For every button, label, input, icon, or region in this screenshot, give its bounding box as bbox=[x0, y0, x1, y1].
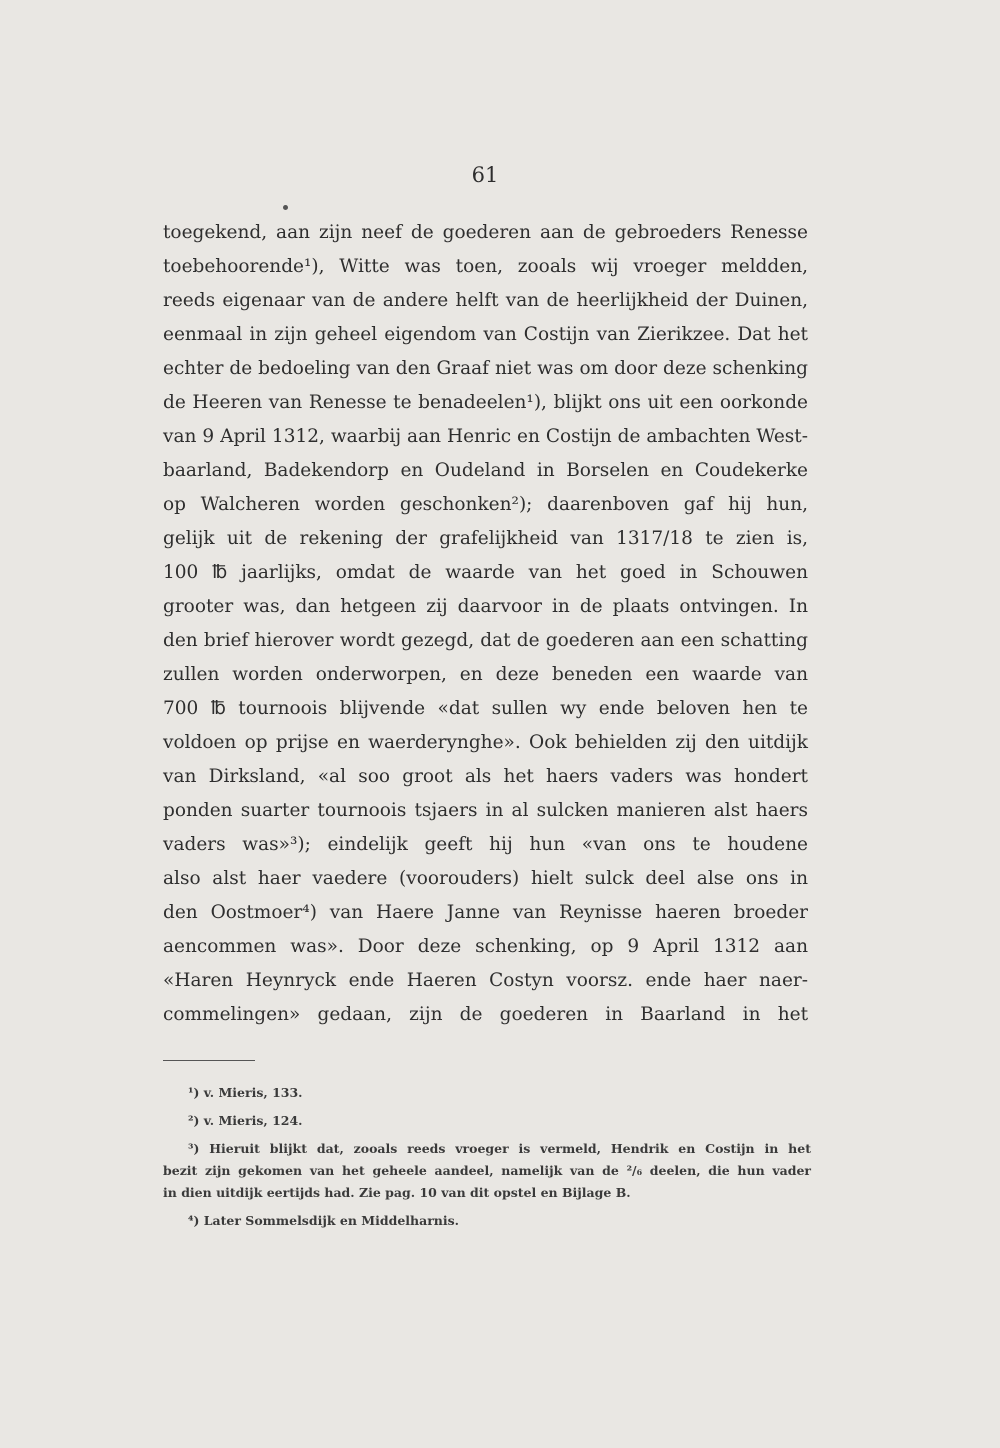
text-line: van Dirksland, «al soo groot als het haers vaders was hondert bbox=[163, 766, 808, 787]
text-line: baarland, Badekendorp en Oudeland in Borselen en Coudekerke bbox=[163, 460, 808, 481]
text-line: den brief hierover wordt gezegd, dat de goederen aan een schatting bbox=[163, 630, 808, 651]
ink-speck bbox=[283, 205, 288, 210]
body-text bbox=[163, 216, 808, 1032]
footnote-2: ²) v. Mieris, 124. bbox=[188, 1113, 303, 1128]
text-line: de Heeren van Renesse te benadeelen¹), blijkt ons uit een oorkonde bbox=[163, 392, 808, 413]
footnote-divider bbox=[163, 1060, 255, 1061]
text-line: den Oostmoer⁴) van Haere Janne van Reynisse haeren broeder bbox=[163, 902, 808, 923]
footnotes bbox=[163, 1082, 811, 1232]
page-number: 61 bbox=[471, 163, 499, 187]
text-line: eenmaal in zijn geheel eigendom van Costijn van Zierikzee. Dat het bbox=[163, 324, 808, 345]
text-line: ponden suarter tournoois tsjaers in al sulcken manieren alst haers bbox=[163, 800, 808, 821]
text-line: toebehoorende¹), Witte was toen, zooals wij vroeger meldden, bbox=[163, 256, 808, 277]
text-line: vaders was»³); eindelijk geeft hij hun «van ons te houdene bbox=[163, 834, 808, 855]
text-line: also alst haer vaedere (voorouders) hielt sulck deel alse ons in bbox=[163, 868, 808, 889]
text-line: van 9 April 1312, waarbij aan Henric en Costijn de ambachten West- bbox=[163, 426, 808, 447]
text-line: aencommen was». Door deze schenking, op 9 April 1312 aan bbox=[163, 936, 808, 957]
text-line: toegekend, aan zijn neef de goederen aan de gebroeders Renesse bbox=[163, 222, 808, 243]
text-line: 700 ℔ tournoois blijvende «dat sullen wy ende beloven hen te bbox=[163, 698, 808, 719]
text-line: zullen worden onderworpen, en deze beneden een waarde van bbox=[163, 664, 808, 685]
footnote-3-line: in dien uitdijk eertijds had. Zie pag. 10 van dit opstel en Bijlage B. bbox=[163, 1185, 631, 1200]
text-line: reeds eigenaar van de andere helft van de heerlijkheid der Duinen, bbox=[163, 290, 808, 311]
text-line: echter de bedoeling van den Graaf niet was om door deze schenking bbox=[163, 358, 808, 379]
text-line: «Haren Heynryck ende Haeren Costyn voorsz. ende haer naer- bbox=[163, 970, 808, 991]
footnote-3-line: bezit zijn gekomen van het geheele aandeel, namelijk van de ²/₆ deelen, die hun vader bbox=[163, 1163, 811, 1178]
text-line: op Walcheren worden geschonken²); daarenboven gaf hij hun, bbox=[163, 494, 808, 515]
footnote-1: ¹) v. Mieris, 133. bbox=[188, 1085, 303, 1100]
text-line: voldoen op prijse en waerderynghe». Ook behielden zij den uitdijk bbox=[163, 732, 808, 753]
text-line: commelingen» gedaan, zijn de goederen in Baarland in het bbox=[163, 1004, 808, 1025]
footnote-3-line: ³) Hieruit blijkt dat, zooals reeds vroeger is vermeld, Hendrik en Costijn in het bbox=[188, 1141, 811, 1156]
text-line: 100 ℔ jaarlijks, omdat de waarde van het goed in Schouwen bbox=[163, 562, 808, 583]
text-line: grooter was, dan hetgeen zij daarvoor in de plaats ontvingen. In bbox=[163, 596, 808, 617]
text-line: gelijk uit de rekening der grafelijkheid van 1317/18 te zien is, bbox=[163, 528, 808, 549]
footnote-4: ⁴) Later Sommelsdijk en Middelharnis. bbox=[188, 1213, 460, 1228]
